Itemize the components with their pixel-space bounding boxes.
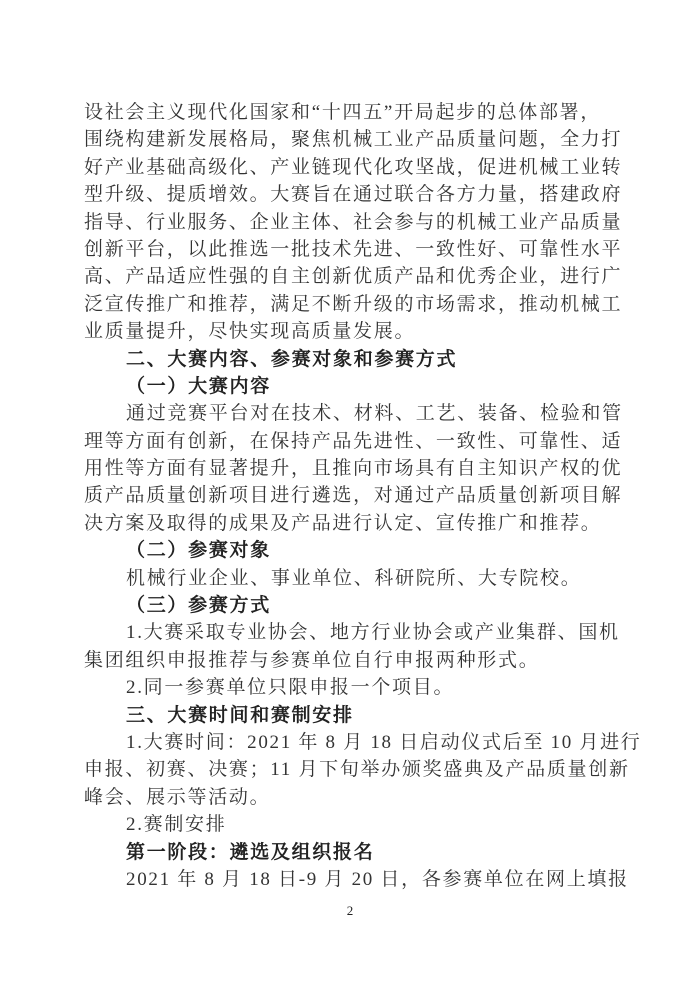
text-line: 申报、初赛、决赛；11 月下旬举办颁奖盛典及产品质量创新 bbox=[84, 759, 630, 781]
text-line: 峰会、展示等活动。 bbox=[84, 786, 271, 808]
text-line: 创新平台，以此推选一批技术先进、一致性好、可靠性水平 bbox=[84, 238, 623, 260]
text-line: （三）参赛方式 bbox=[126, 595, 271, 617]
text-line: 2.赛制安排 bbox=[126, 814, 227, 836]
text-line: 高、产品适应性强的自主创新优质产品和优秀企业，进行广 bbox=[84, 266, 623, 288]
text-line: 1.大赛时间：2021 年 8 月 18 日启动仪式后至 10 月进行 bbox=[126, 731, 642, 753]
text-line: 机械行业企业、事业单位、科研院所、大专院校。 bbox=[126, 567, 582, 589]
page-footer bbox=[0, 902, 700, 920]
text-line: 2.同一参赛单位只限申报一个项目。 bbox=[126, 677, 455, 699]
text-line: 集团组织申报推荐与参赛单位自行申报两种形式。 bbox=[84, 649, 540, 671]
text-line: （二）参赛对象 bbox=[126, 540, 271, 562]
text-line: （一）大赛内容 bbox=[126, 375, 271, 397]
text-line: 1.大赛采取专业协会、地方行业协会或产业集群、国机 bbox=[126, 622, 620, 644]
text-line: 围绕构建新发展格局，聚焦机械工业产品质量问题，全力打 bbox=[84, 129, 623, 151]
text-line: 三、大赛时间和赛制安排 bbox=[126, 704, 354, 726]
text-line: 好产业基础高级化、产业链现代化攻坚战，促进机械工业转 bbox=[84, 156, 623, 178]
text-line: 2021 年 8 月 18 日-9 月 20 日，各参赛单位在网上填报 bbox=[126, 868, 629, 890]
document-body bbox=[84, 99, 642, 893]
page-number: 2 bbox=[346, 903, 354, 918]
text-line: 二、大赛内容、参赛对象和参赛方式 bbox=[126, 348, 458, 370]
text-line: 型升级、提质增效。大赛旨在通过联合各方力量，搭建政府 bbox=[84, 184, 623, 206]
text-line: 决方案及取得的成果及产品进行认定、宣传推广和推荐。 bbox=[84, 512, 602, 534]
text-line: 泛宣传推广和推荐，满足不断升级的市场需求，推动机械工 bbox=[84, 293, 623, 315]
text-line: 理等方面有创新，在保持产品先进性、一致性、可靠性、适 bbox=[84, 430, 623, 452]
text-line: 指导、行业服务、企业主体、社会参与的机械工业产品质量 bbox=[84, 211, 623, 233]
text-line: 业质量提升，尽快实现高质量发展。 bbox=[84, 321, 416, 343]
text-line: 设社会主义现代化国家和“十四五”开局起步的总体部署， bbox=[84, 102, 602, 123]
text-line: 第一阶段：遴选及组织报名 bbox=[126, 841, 375, 863]
text-line: 质产品质量创新项目进行遴选，对通过产品质量创新项目解 bbox=[84, 485, 623, 507]
text-line: 用性等方面有显著提升，且推向市场具有自主知识产权的优 bbox=[84, 458, 623, 480]
text-line: 通过竞赛平台对在技术、材料、工艺、装备、检验和管 bbox=[126, 403, 623, 425]
